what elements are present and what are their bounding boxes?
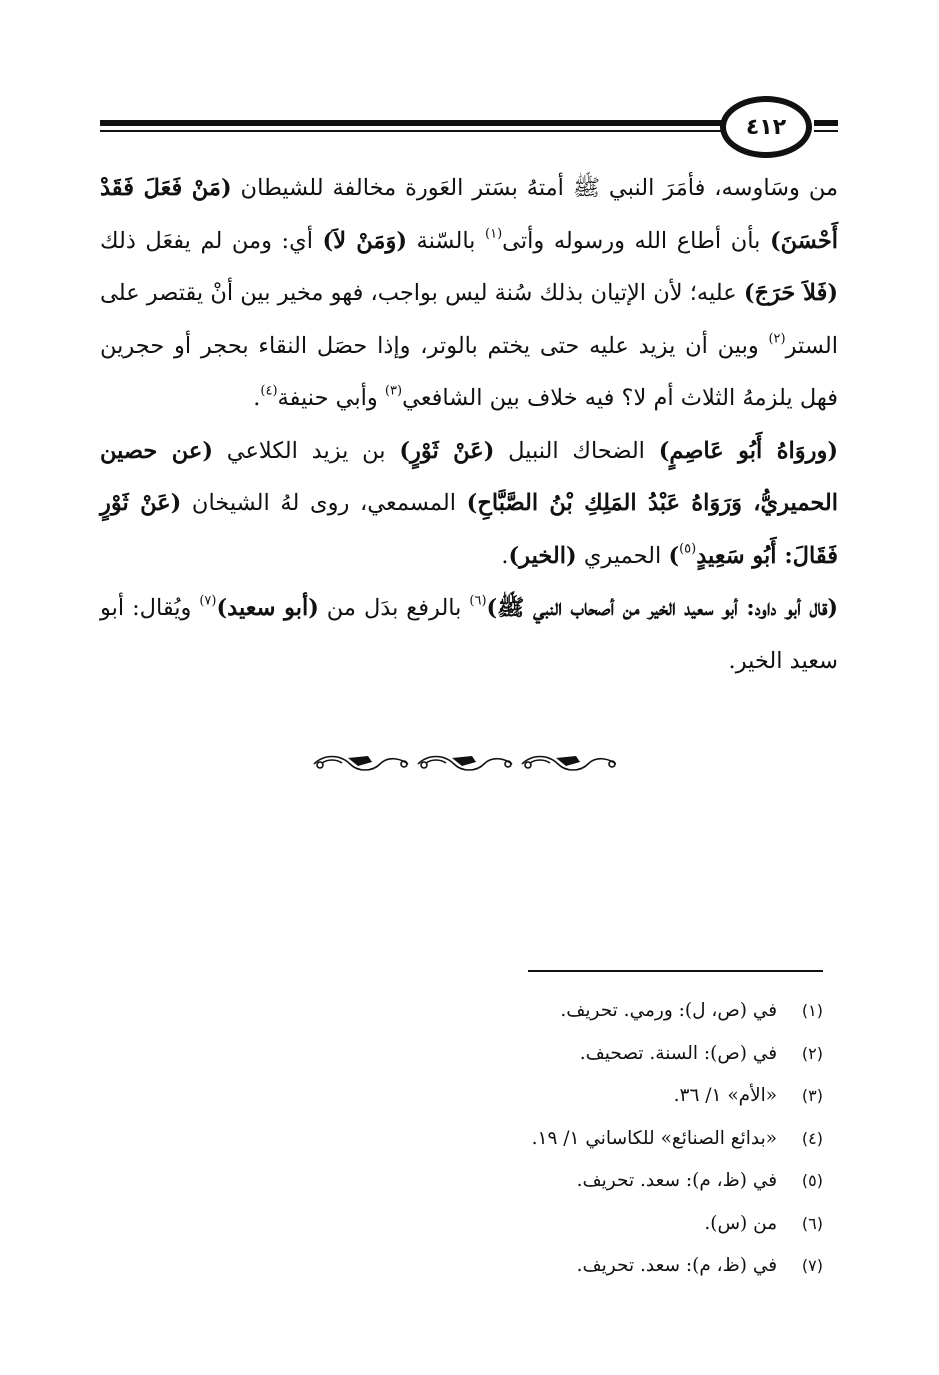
- commentary-text: .: [501, 542, 509, 569]
- quoted-text: ): [668, 542, 680, 569]
- footnote-number: (٤): [801, 1128, 823, 1148]
- footnote-reference: (١): [485, 226, 503, 242]
- section-divider-ornament: [310, 748, 616, 776]
- footnote-text: «بدائع الصنائع» للكاساني ١/ ١٩.: [531, 1127, 783, 1149]
- footnote-number: (٥): [801, 1171, 823, 1190]
- quoted-text: (قال أبو داود: أبو سعيد الخير من أصحاب النبي ﷺ): [486, 595, 839, 621]
- header-rule: [100, 120, 722, 126]
- footnote-text: في (ص): السنة. تصحيف.: [579, 1042, 783, 1064]
- footnote-text: «الأم» ١/ ٣٦.: [673, 1085, 783, 1106]
- footnote-number: (٦): [801, 1213, 823, 1233]
- paragraph: [100, 162, 838, 425]
- footnote-reference: (٤): [260, 383, 278, 399]
- quoted-text: (عَنْ ثَوْرٍ فَقَالَ: أَبُو سَعِيدٍ: [100, 490, 838, 569]
- paragraph: [100, 425, 838, 583]
- footnote-reference: (٥): [679, 541, 697, 557]
- commentary-text: عليه؛ لأن الإتيان بذلك سُنة ليس بواجب، فهو مخير بين أنْ يقتصر على الستر: [100, 280, 838, 359]
- page-number: ٤١٢: [745, 114, 787, 140]
- footnote-separator: [528, 970, 823, 972]
- commentary-text: بالسّنة: [406, 227, 486, 254]
- footnote-text: في (ظ، م): سعد. تحريف.: [576, 1170, 783, 1191]
- commentary-text: ويُقال: أبو سعيد الخير.: [100, 595, 838, 674]
- footnote: [300, 990, 823, 1033]
- footnote: [300, 1075, 823, 1118]
- commentary-text: وبين أن يزيد عليه حتى يختم بالوتر، وإذا حصَل النقاء بحجر أو حجرين فهل يلزمهُ الثلاث أم لا؟ فيه خلاف بين الشافعي: [100, 332, 838, 411]
- footnote-number: (٢): [801, 1043, 823, 1063]
- commentary-text: المسمعي، روى لهُ الشيخان: [181, 490, 467, 516]
- footnote: [300, 1160, 823, 1203]
- footnotes-list: [300, 990, 823, 1288]
- footnote-reference: (٣): [384, 383, 403, 399]
- footnote-reference: (٦): [469, 593, 487, 609]
- footnote-text: في (ظ، م): سعد. تحريف.: [576, 1255, 783, 1276]
- footnote-text: في (ص، ل): ورمي. تحريف.: [560, 1000, 783, 1021]
- footnote: [300, 1245, 823, 1288]
- commentary-text: أي: ومن لم يفعَل ذلك: [100, 227, 323, 254]
- commentary-text: وأبي حنيفة: [277, 385, 385, 411]
- commentary-text: الحميري: [576, 542, 669, 569]
- commentary-text: بأن أطاع الله ورسوله وأتى: [502, 227, 770, 254]
- header-rule: [100, 130, 722, 132]
- commentary-text: بالرفع بدَل من: [318, 595, 470, 621]
- footnote-number: (٣): [801, 1086, 823, 1105]
- header-rule: [814, 130, 838, 132]
- footnote-reference: (٢): [768, 331, 786, 347]
- commentary-text: من وسَاوسه، فأمَرَ النبي ﷺ أمتهُ بسَتر العَورة مخالفة للشيطان: [231, 175, 839, 201]
- main-text: [100, 162, 838, 687]
- footnote-number: (١): [801, 1001, 823, 1020]
- quoted-text: (وَمَنْ لاَ): [322, 227, 407, 254]
- footnote: [300, 1118, 823, 1161]
- commentary-text: الضحاك النبيل: [494, 437, 659, 464]
- page-number-badge: [720, 96, 812, 158]
- commentary-text: بن يزيد الكلاعي: [212, 437, 400, 464]
- quoted-text: (عن حصين الحميريُّ، وَرَوَاهُ عَبْدُ المَلِكِ بْنُ الصَّبَّاحِ): [100, 437, 838, 516]
- quoted-text: (الخير): [508, 542, 577, 569]
- footnote-text: من (س).: [704, 1212, 783, 1234]
- quoted-text: (عَنْ ثَوْرٍ): [399, 437, 495, 464]
- quoted-text: (فَلاَ حَرَجَ): [743, 280, 839, 306]
- footnote-reference: (٧): [199, 593, 217, 609]
- commentary-text: .: [253, 385, 261, 411]
- footnote: [300, 1203, 823, 1246]
- header-rule: [814, 120, 838, 126]
- footnote: [300, 1033, 823, 1076]
- footnote-number: (٧): [801, 1256, 823, 1275]
- quoted-text: (أبو سعيد): [216, 595, 319, 621]
- quoted-text: (وروَاهُ أَبُو عَاصِمٍ): [658, 437, 839, 464]
- paragraph: [100, 582, 838, 687]
- quoted-text: (مَنْ فَعَلَ فَقَدْ أَحْسَنَ): [100, 175, 838, 254]
